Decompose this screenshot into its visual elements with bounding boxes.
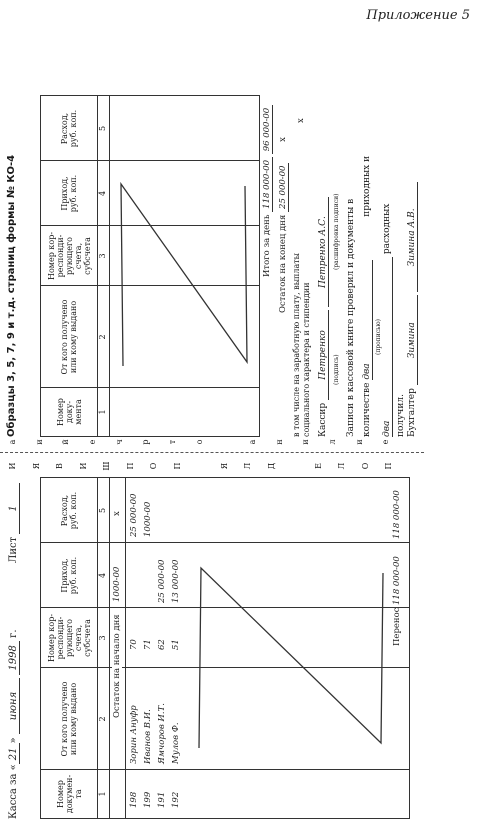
row-who: Ямчоров И.Т. [157, 702, 167, 764]
decode-hint: (расшифровка подписи) [333, 193, 340, 270]
cashier-name: Петренко А.С. [318, 197, 329, 307]
margin-letter: т [168, 439, 177, 445]
margin-letter: и [301, 439, 311, 445]
row-income: 25 000-00 [157, 559, 167, 603]
col-num: 3 [98, 253, 107, 259]
sig-hint: (подпись) [333, 354, 340, 385]
margin-letter: О [149, 462, 159, 470]
row-who: Иванов В.И. [143, 709, 153, 764]
margin-letter: П [384, 462, 394, 470]
quantity-value: два [362, 260, 373, 380]
margin-letter: П [172, 462, 182, 470]
margin-letter: Д [266, 462, 276, 470]
cashier-signature: Петренко [318, 310, 329, 400]
row-doc: 199 [143, 791, 153, 808]
margin-letter: е [381, 439, 391, 445]
including-x: x [296, 118, 306, 123]
header-doc-number: Номер докумен- та [55, 774, 83, 814]
margin-letter: О [360, 462, 370, 470]
records-label: Записи в кассовой книге проверил и документы в [346, 198, 356, 437]
col-num: 5 [98, 125, 107, 132]
sheet-value: 1 [8, 483, 20, 533]
quantity-label: количестве [362, 382, 372, 437]
quantity-line [362, 156, 373, 437]
row-account: 51 [171, 639, 181, 650]
header-income: Приход, руб. коп. [60, 174, 78, 213]
row-doc: 191 [157, 791, 167, 808]
col-num: 4 [98, 572, 107, 579]
header-expense: Расход, руб. коп. [60, 491, 78, 530]
void-z-mark [191, 558, 391, 758]
appendix-label: Приложение 5 [366, 8, 470, 23]
row-doc: 198 [129, 791, 139, 808]
row-account: 71 [143, 639, 153, 650]
accountant-line [407, 182, 418, 437]
margin-letter: П [125, 462, 135, 470]
carry-over-income: 118 000-00 [392, 556, 402, 605]
margin-letter: и [354, 439, 364, 445]
opening-balance-label: Остаток на начало дня [112, 614, 122, 718]
row-doc: 192 [171, 791, 181, 808]
received-label: получил. [396, 394, 406, 437]
header-doc-number: Номер доку- мента [55, 398, 83, 426]
date-year: 1998 [8, 641, 20, 674]
margin-letter: а [248, 439, 257, 445]
margin-letter: р [141, 439, 151, 445]
header-from-whom: От кого получено или кому выдано [60, 299, 78, 375]
year-suffix: г. [8, 629, 19, 638]
cash-date-line: Касса за «21» июня 1998 г. [8, 629, 19, 819]
opening-balance-x: x [112, 511, 122, 516]
quantity-hint: (прописью) [375, 319, 382, 355]
row-income: 13 000-00 [171, 559, 181, 603]
carry-over-label: Перенос [392, 607, 402, 646]
col-num: 3 [98, 635, 107, 641]
row-who: Зорин Ануфр [129, 705, 139, 764]
col-num: 1 [98, 791, 107, 797]
forms-caption: Образцы 3, 5, 7, 9 и т.д. страниц формы № КО-4 [6, 154, 17, 437]
right-cash-table [40, 95, 260, 437]
margin-letter: н [274, 439, 284, 445]
col-num: 5 [98, 507, 107, 514]
day-total-line [262, 105, 272, 277]
including-label: в том числе на заработную плату, выплаты социального характера и стипендии [292, 252, 311, 437]
day-total-expense: 96 000-00 [262, 105, 273, 154]
col-num: 2 [98, 716, 107, 722]
expense-line [382, 204, 393, 437]
margin-letter: Е [313, 463, 323, 469]
accountant-name: Зимина А.В. [407, 182, 418, 292]
margin-letter: ч [114, 439, 124, 445]
day-total-label: Итого за день [262, 214, 272, 277]
closing-balance-x: x [278, 137, 288, 142]
closing-balance-income: 25 000-00 [278, 163, 289, 212]
row-account: 70 [129, 639, 139, 650]
rotated-page [0, 60, 424, 825]
margin-letter: Я [31, 462, 41, 470]
margin-letter: е [88, 439, 97, 445]
carry-over-expense: 118 000-00 [392, 490, 402, 539]
margin-letter: й [61, 439, 71, 445]
cashier-label: Кассир [318, 402, 328, 437]
date-day: 21 [8, 744, 20, 765]
sheet-label: Лист [8, 536, 19, 563]
margin-letter: о [194, 439, 204, 445]
header-account: Номер кор- респонди- рующего счета, субсчета [46, 231, 92, 281]
date-month: июня [8, 678, 20, 734]
col-num: 2 [98, 334, 107, 340]
tear-line [0, 452, 424, 453]
row-who: Мулов Ф. [171, 722, 181, 764]
margin-letter: Л [337, 462, 347, 470]
row-account: 62 [157, 639, 167, 650]
accountant-signature: Зимина [407, 295, 418, 385]
closing-balance-label: Остаток на конец дня [278, 214, 288, 313]
margin-letter: и [34, 439, 44, 445]
closing-balance-line [278, 137, 288, 313]
margin-letter: В [55, 463, 65, 469]
margin-letter: л [328, 439, 337, 445]
header-account: Номер кор- респонди- рующего счета, субсчета [46, 613, 92, 663]
row-expense: 25 000-00 [129, 493, 139, 537]
margin-letter: а [8, 439, 17, 445]
sheet-line [8, 483, 19, 563]
margin-letter: Ш [102, 461, 112, 471]
margin-letter: Я [219, 462, 229, 470]
col-num: 1 [98, 409, 107, 415]
income-label: приходных и [362, 155, 372, 217]
kassa-label: Касса за [8, 773, 19, 819]
opening-balance-income: 1000-00 [112, 566, 122, 602]
margin-letter: И [8, 462, 17, 470]
cashier-line [318, 197, 329, 437]
day-total-income: 118 000-00 [262, 157, 273, 212]
accountant-label: Бухгалтер [407, 388, 417, 437]
expense-label: расходных [382, 203, 392, 255]
margin-letter: И [78, 462, 88, 470]
row-expense: 1000-00 [143, 501, 153, 537]
margin-letter: Л [243, 462, 253, 470]
header-income: Приход, руб. коп. [60, 556, 78, 595]
expense-value: два [382, 257, 393, 437]
header-expense: Расход, руб. коп. [60, 109, 78, 148]
left-cash-table [40, 477, 410, 819]
header-from-whom: От кого получено или кому выдано [60, 681, 78, 757]
void-z-mark [115, 174, 255, 374]
col-num: 4 [98, 190, 107, 197]
